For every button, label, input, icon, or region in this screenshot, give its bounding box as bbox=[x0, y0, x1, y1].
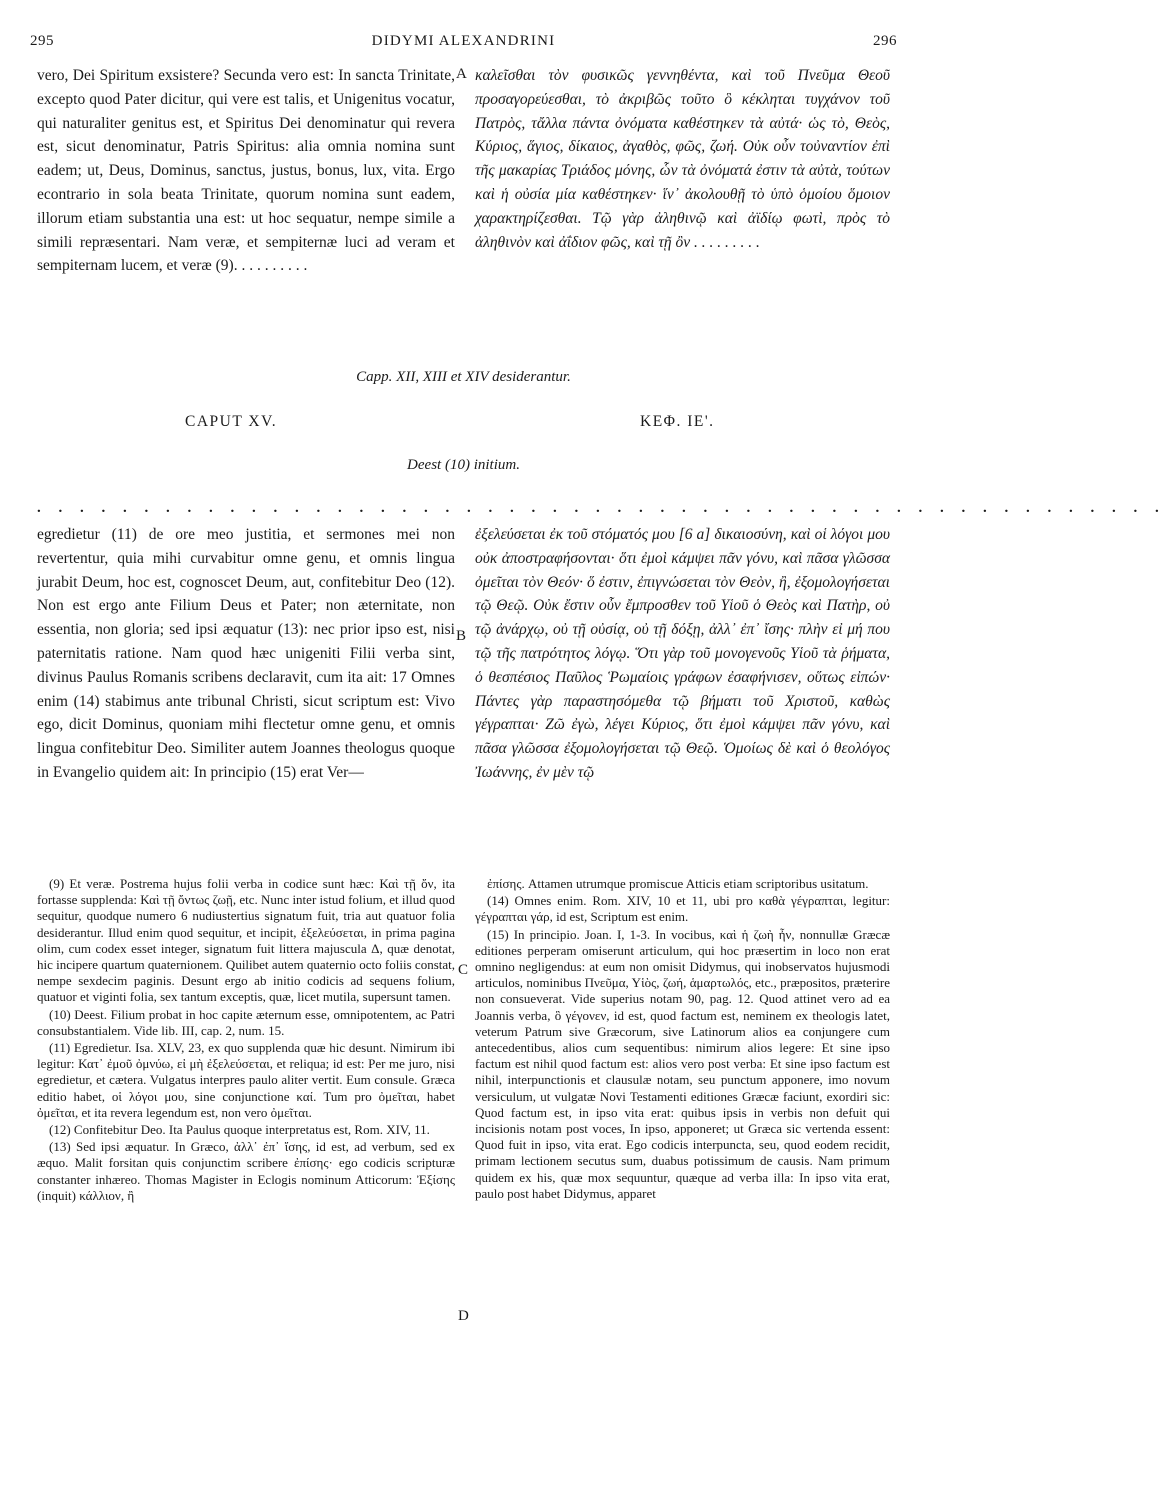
greek-text-top bbox=[475, 64, 890, 304]
footnotes-right bbox=[475, 876, 890, 1496]
latin-paragraph-top: vero, Dei Spiritum exsistere? Secunda vero est: In sancta Trinitate, excepto quod Pater dicitur, qui vere est talis, et Unigenitus vocatur, qui naturaliter genitus est, et Spiritus Dei denominatur qui revera est, sicut denominatur, Patris Spiritus: alia omnia nomina sunt eadem; ut, Deus, Dominus, sanctus, justus, bonus, lux, vita. Ergo econtrario in sola beata Trinitate, quorum nomina sunt eadem, illorum etiam substantia una est: ut hoc sequatur, nempe simile a simili repræsentari. Nam veræ, et sempiternæ luci ad veram et sempiternam lucem, et veræ (9). . . . . . . . . . bbox=[37, 67, 455, 275]
footnote: ἐπίσης. Attamen utrumque promiscue Atticis etiam scriptoribus usitatum. bbox=[487, 876, 869, 891]
latin-text-body bbox=[37, 523, 455, 856]
footnote: (9) Et veræ. Postrema hujus folii verba in codice sunt hæc: Καὶ τῇ ὄν, ita fortasse supplenda: Καὶ τῇ ὄντως ζωῇ, etc. Nunc inter istud folium, et illud quod sequitur, quodque numero 6 nudiustertius signatum fuit, tria aut quatuor folia desiderantur. Illud enim quod sequitur, et incipit, ἐξελεύσεται, in prima pagina olim, cum codex esset integer, signatum fuit littera majuscula Δ, quæ denotat, hic incipere quartum quaternionem. Quilibet autem quaternio octo foliis constat, nempe sexdecim paginis. Desunt ergo ab initio codicis ad sequens folium, quatuor et viginti folia, sex tantum exceptis, quæ, licet mutila, supersunt tamen. bbox=[37, 876, 455, 1005]
margin-letter-d: D bbox=[458, 1308, 469, 1324]
margin-letter-c: C bbox=[458, 962, 469, 978]
footnote: (14) Omnes enim. Rom. XIV, 10 et 11, ubi pro καθὰ γέγραπται, legitur: γέγραπται γάρ, id est, Scriptum est enim. bbox=[475, 893, 890, 925]
greek-paragraph-top: καλεῖσθαι τὸν φυσικῶς γεννηθέντα, καὶ τοῦ Πνεῦμα Θεοῦ προσαγορεύεσθαι, τὸ ἀκριβῶς τοῦτο ὃ κέκληται τυγχάνον τοῦ Πατρὸς, τἄλλα πάντα ὀνόματα καθέστηκεν τὰ αὐτά· ὡς τὸ, Θεὸς, Κύριος, ἅγιος, δίκαιος, ἀγαθὸς, φῶς, ζωή. Οὐκ οὖν τοὐναντίον ἐπὶ τῆς μακαρίας Τριάδος μόνης, ὧν τὰ ὀνόματά ἐστιν τὰ αὐτὰ, τούτων καὶ ἡ οὐσία μία καθέστηκεν· ἵν᾽ ἀκολουθῇ τὸ ὑπὸ ὁμοίου ὅμοιον χαρακτηρίζεσθαι. Τῷ γὰρ ἀληθινῷ καὶ ἀϊδίῳ φωτὶ, πρὸς τὸ ἀληθινὸν καὶ ἀΐδιον φῶς, καὶ τῇ ὂν . . . . . . . . . bbox=[475, 67, 890, 251]
footnote: (12) Confitebitur Deo. Ita Paulus quoque interpretatus est, Rom. XIV, 11. bbox=[49, 1122, 430, 1138]
footnote: (10) Deest. Filium probat in hoc capite æternum esse, omnipotentem, ac Patri consubstantialem. Vide lib. III, cap. 2, num. 15. bbox=[37, 1006, 455, 1038]
running-header bbox=[30, 33, 897, 55]
footnote: (11) Egredietur. Isa. XLV, 23, ex quo supplenda quæ hic desunt. Nimirum ibi legitur: Κατ᾽ ἐμοῦ ὀμνύω, εἰ μὴ ἐξελεύσεται, et reliqua; id est: Per me juro, nisi egredietur, et cætera. Vulgatus interpres paulo aliter vertit. Eum consule. Græca editio habet, οἱ λόγοι μου, sine conjunctione καί. Tum pro ὀμεῖται, habet ὀμεῖται, et ita revera legendum est, non vero ὀμεῖται. bbox=[37, 1040, 455, 1120]
ellipsis-row: . . . . . . . . . . . . . . . . . . . . . . . . . . . . . . . . . . . . . . . . . . . . . . . . . . . . . bbox=[37, 500, 1166, 516]
running-title: DIDYMI ALEXANDRINI bbox=[371, 33, 556, 49]
footnote: (13) Sed ipsi æquatur. In Græco, ἀλλ᾽ ἐπ᾽ ἴσης, id est, ad verbum, sed ex æquo. Malit forsitan quis conjunctim scribere ἐπίσης· ego codicis scripturæ constanter inhæreo. Thomas Magister in Eclogis nominum Atticorum: Ἐξίσης (inquit) κάλλιον, ἢ bbox=[37, 1139, 455, 1203]
caput-latin-heading: CAPUT XV. bbox=[185, 413, 278, 430]
deest-line: Deest (10) initium. bbox=[407, 457, 520, 473]
margin-letter-a: A bbox=[456, 66, 467, 82]
footnotes-left bbox=[37, 876, 455, 1496]
latin-text-top bbox=[37, 64, 455, 354]
page-number-left: 295 bbox=[30, 33, 54, 49]
page-number-right: 296 bbox=[873, 33, 897, 49]
caput-greek-heading: ΚΕΦ. ΙΕ'. bbox=[640, 413, 715, 430]
margin-letter-b: B bbox=[456, 628, 467, 644]
latin-paragraph-body: egredietur (11) de ore meo justitia, et sermones mei non revertentur, quia mihi curvabitur omne genu, et omnis lingua jurabit Deum, hoc est, cognoscet Deum, aut, confitebitur Deo (12). Non est ergo ante Filium Deus et Pater; non æternitate, non essentia, non gloria; sed ipsi æquatur (13): nec prior ipso est, nisi paternitatis ratione. Nam quod hæc unigeniti Filii verba sint, divinus Paulus Romanis scribens declaravit, cum ita ait: 17 Omnes enim (14) stabimus ante tribunal Christi, sicut scriptum est: Vivo ego, dicit Dominus, quoniam mihi flectetur omne genu, et omnis lingua confitebitur Deo. Similiter autem Joannes theologus quoque in Evangelio quidem ait: In principio (15) erat Ver— bbox=[37, 526, 455, 781]
footnote: (15) In principio. Joan. I, 1-3. In vocibus, καὶ ἡ ζωὴ ἦν, nonnullæ Græcæ editiones perperam omiserunt articulum, qui hoc præsertim in loco non erat omnino negligendus: at eum non omisit Didymus, qui inobservatos hujusmodi articulos, nominibus Πνεῦμα, Υἱὸς, ζωή, ἁμαρτωλός, etc., præpositos, præterire non consueverat. Vide superius notam 90, pag. 12. Quod attinet vero ad ea Joannis verba, ὃ γέγονεν, id est, quod factum est, neminem ex theologis latet, veterum Patrum sive Græcorum, sive Latinorum alios ea conjungere cum antecedentibus, alios cum sequentibus: nimirum alios legere: Et sine ipso factum est nihil quod factum est: alios vero post verba: Et sine ipso factum est nihil, interpunctionis et clausulæ notam, seu punctum apponere, imo novum versiculum, ut vulgatæ Novi Testamenti editiones Græcæ faciunt, exordiri sic: Quod factum est, in ipso vita erat: quibus ipsis in verbis non defuit qui incisionis notam post voces, In ipso, apponeret; ut Græca sic vertenda essent: Quod fuit in ipso, vita erat. Ego codicis interpuncta, seu, quod eodem recidit, primam lectionem secutus sum, duabus potissimum de causis. Nam primum quidem ex his, quæ mox sequuntur, quæque ad verba illa: In ipso vita erat, paulo post habet Didymus, apparet bbox=[475, 926, 890, 1201]
capp-note-line: Capp. XII, XIII et XIV desiderantur. bbox=[356, 369, 571, 385]
greek-paragraph-body: ἐξελεύσεται ἐκ τοῦ στόματός μου [6 a] δικαιοσύνη, καὶ οἱ λόγοι μου οὐκ ἀποστραφήσονται· ὅτι ἐμοὶ κάμψει πᾶν γόνυ, καὶ πᾶσα γλῶσσα ὀμεῖται τὸν Θεόν· ὅ ἐστιν, ἐπιγνώσεται τὸν Θεὸν, ἢ, ἐξομολογήσεται τῷ Θεῷ. Οὐκ ἔστιν οὖν ἔμπροσθεν τοῦ Υἱοῦ ὁ Θεὸς καὶ Πατὴρ, οὐ τῷ ἀνάρχῳ, οὐ τῇ οὐσίᾳ, οὐ τῇ δόξῃ, ἀλλ᾽ ἐπ᾽ ἴσης· πλὴν εἰ μή που τῷ τῆς πατρότητος λόγῳ. Ὅτι γὰρ τοῦ μονογενοῦς Υἱοῦ τὰ ῥήματα, ὁ θεσπέσιος Παῦλος Ῥωμαίοις γράφων ἐσαφήνισεν, οὕτως εἰπών· Πάντες γὰρ παραστησόμεθα τῷ βήματι τοῦ Χριστοῦ, καθὼς γέγραπται· Ζῶ ἐγὼ, λέγει Κύριος, ὅτι ἐμοὶ κάμψει πᾶν γόνυ, καὶ πᾶσα γλῶσσα ἐξομολογήσεται τῷ Θεῷ. Ὁμοίως δὲ καὶ ὁ θεολόγος Ἰωάννης, ἐν μὲν τῷ bbox=[475, 526, 890, 781]
greek-text-body bbox=[475, 523, 890, 856]
